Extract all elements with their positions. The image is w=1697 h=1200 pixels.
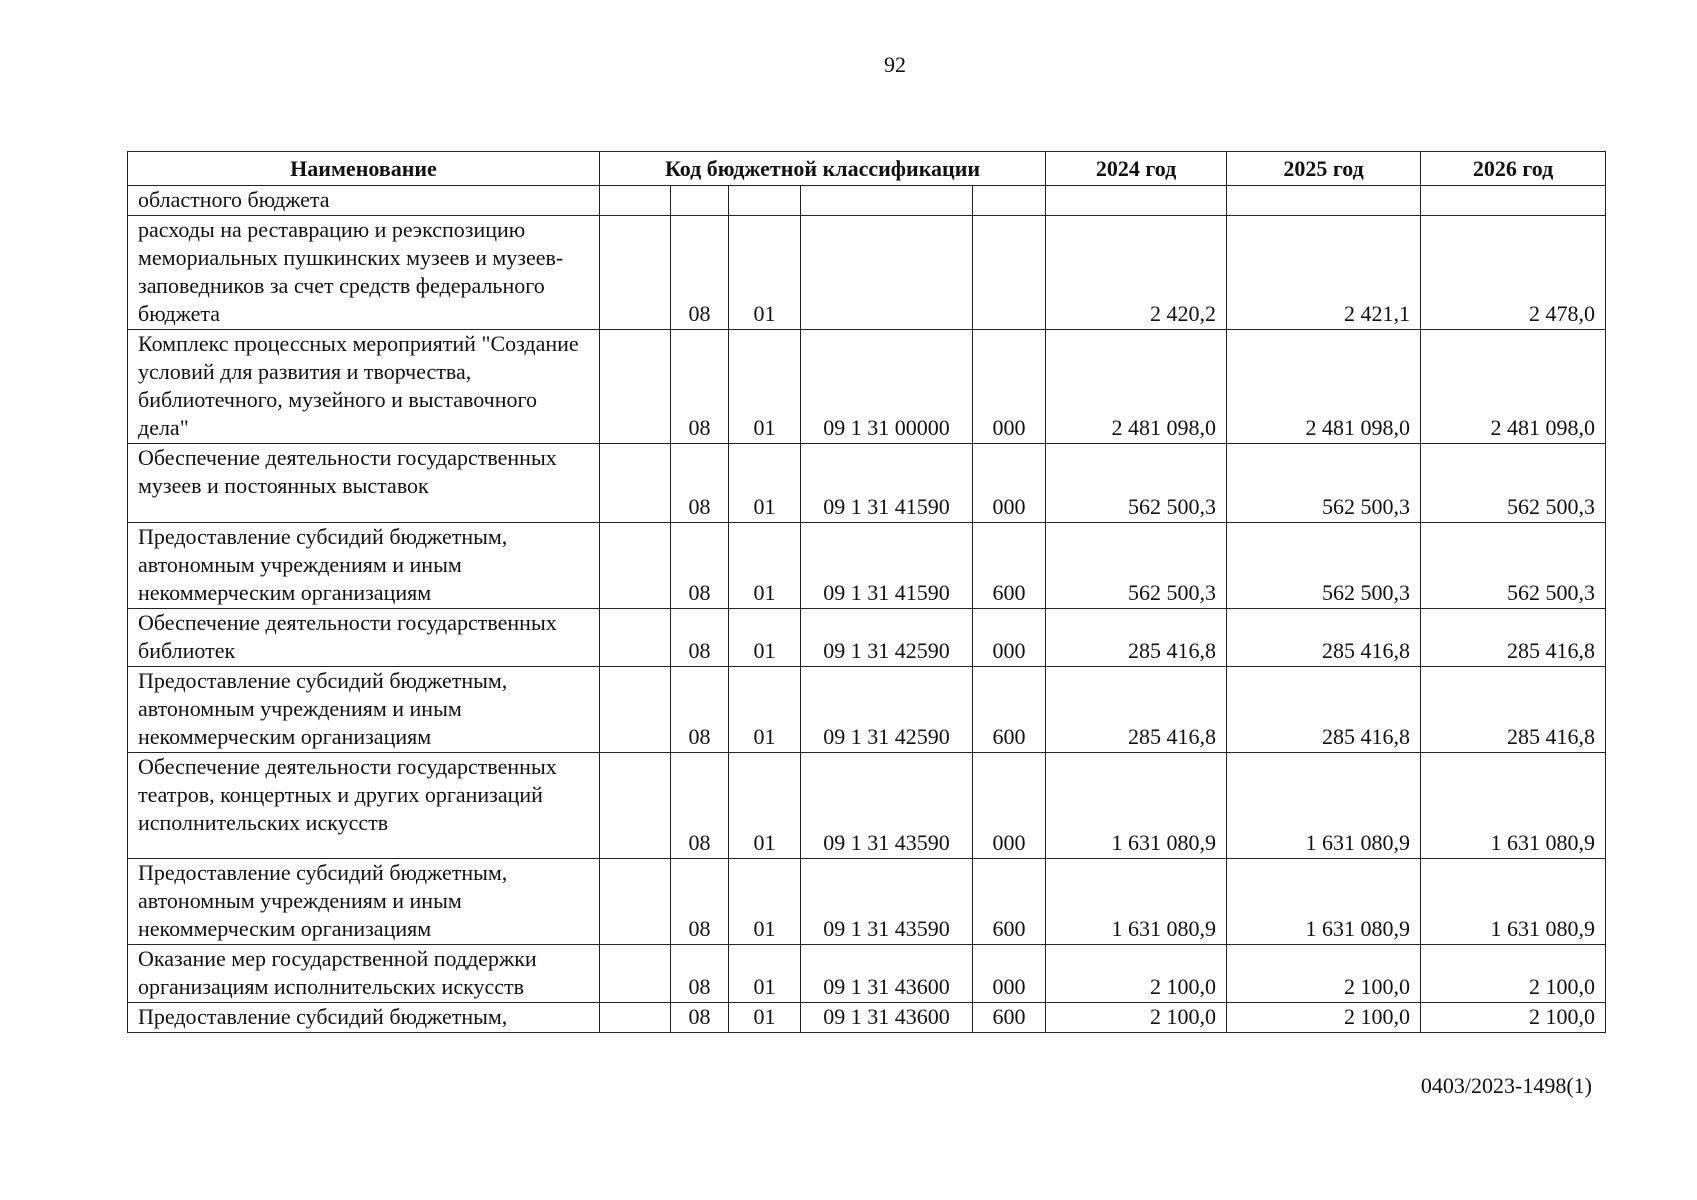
code-expense-type: 000 [973,444,1046,523]
code-segment-1 [600,216,671,330]
code-segment-1 [600,1003,671,1033]
code-section: 08 [671,859,729,945]
code-segment-1 [600,186,671,216]
code-target-article: 09 1 31 43590 [801,753,973,859]
table-row [128,753,1606,859]
table-header-row [128,152,1606,186]
code-segment-1 [600,330,671,444]
budget-table [127,151,1606,1033]
amount-2025: 285 416,8 [1227,667,1421,753]
row-name: Обеспечение деятельности государственных музеев и постоянных выставок [128,444,600,523]
table-row [128,523,1606,609]
table-row [128,186,1606,216]
row-name: Комплекс процессных мероприятий "Создание условий для развития и творчества, библиотечного, музейного и выставочного дела" [128,330,600,444]
table-row [128,444,1606,523]
code-subsection: 01 [729,859,801,945]
code-expense-type: 600 [973,1003,1046,1033]
row-name: Оказание мер государственной поддержки организациям исполнительских искусств [128,945,600,1003]
amount-2026: 2 481 098,0 [1421,330,1606,444]
code-section: 08 [671,330,729,444]
code-subsection [729,186,801,216]
code-target-article: 09 1 31 43590 [801,859,973,945]
amount-2026: 285 416,8 [1421,667,1606,753]
amount-2024: 2 481 098,0 [1046,330,1227,444]
code-expense-type: 000 [973,330,1046,444]
code-target-article: 09 1 31 43600 [801,945,973,1003]
header-2026: 2026 год [1421,152,1606,186]
code-target-article: 09 1 31 41590 [801,444,973,523]
amount-2024 [1046,186,1227,216]
row-name: Обеспечение деятельности государственных театров, концертных и других организаций исполнительских искусств [128,753,600,859]
amount-2024: 562 500,3 [1046,444,1227,523]
amount-2026: 285 416,8 [1421,609,1606,667]
code-segment-1 [600,523,671,609]
row-name: Предоставление субсидий бюджетным, автономным учреждениям и иным некоммерческим организациям [128,523,600,609]
amount-2025: 562 500,3 [1227,523,1421,609]
row-name: Предоставление субсидий бюджетным, автономным учреждениям и иным некоммерческим организациям [128,859,600,945]
row-name: Предоставление субсидий бюджетным, [128,1003,600,1033]
code-segment-1 [600,753,671,859]
amount-2025: 2 100,0 [1227,1003,1421,1033]
code-expense-type: 000 [973,945,1046,1003]
code-section: 08 [671,753,729,859]
amount-2025: 562 500,3 [1227,444,1421,523]
row-name: Обеспечение деятельности государственных библиотек [128,609,600,667]
row-name: областного бюджета [128,186,600,216]
amount-2025: 2 421,1 [1227,216,1421,330]
table-row [128,609,1606,667]
table-row [128,859,1606,945]
code-subsection: 01 [729,444,801,523]
amount-2025 [1227,186,1421,216]
amount-2025: 2 100,0 [1227,945,1421,1003]
amount-2026: 2 100,0 [1421,1003,1606,1033]
code-segment-1 [600,667,671,753]
code-subsection: 01 [729,216,801,330]
amount-2026: 1 631 080,9 [1421,859,1606,945]
document-id: 0403/2023-1498(1) [1420,1073,1592,1098]
amount-2024: 1 631 080,9 [1046,859,1227,945]
code-target-article: 09 1 31 42590 [801,667,973,753]
table-row [128,945,1606,1003]
table-row [128,667,1606,753]
code-subsection: 01 [729,523,801,609]
table-row [128,1003,1606,1033]
code-subsection: 01 [729,667,801,753]
amount-2025: 2 481 098,0 [1227,330,1421,444]
code-section: 08 [671,945,729,1003]
code-expense-type [973,186,1046,216]
header-2025: 2025 год [1227,152,1421,186]
code-expense-type: 600 [973,667,1046,753]
header-code: Код бюджетной классификации [600,152,1046,186]
code-expense-type: 600 [973,523,1046,609]
code-target-article: 09 1 31 42590 [801,609,973,667]
code-subsection: 01 [729,945,801,1003]
code-target-article [801,186,973,216]
code-subsection: 01 [729,330,801,444]
amount-2024: 2 100,0 [1046,1003,1227,1033]
code-target-article: 09 1 31 41590 [801,523,973,609]
code-section: 08 [671,667,729,753]
header-2024: 2024 год [1046,152,1227,186]
code-section: 08 [671,444,729,523]
code-target-article: 09 1 31 00000 [801,330,973,444]
amount-2024: 285 416,8 [1046,667,1227,753]
amount-2026: 562 500,3 [1421,444,1606,523]
code-expense-type: 600 [973,859,1046,945]
code-segment-1 [600,945,671,1003]
amount-2026: 562 500,3 [1421,523,1606,609]
code-expense-type: 000 [973,753,1046,859]
code-segment-1 [600,609,671,667]
amount-2026: 1 631 080,9 [1421,753,1606,859]
code-subsection: 01 [729,753,801,859]
code-target-article: 09 1 31 43600 [801,1003,973,1033]
code-section [671,186,729,216]
code-expense-type: 000 [973,609,1046,667]
page-number: 92 [884,52,906,77]
code-segment-1 [600,444,671,523]
amount-2024: 2 100,0 [1046,945,1227,1003]
code-target-article [801,216,973,330]
amount-2024: 2 420,2 [1046,216,1227,330]
row-name: Предоставление субсидий бюджетным, автономным учреждениям и иным некоммерческим организациям [128,667,600,753]
amount-2026 [1421,186,1606,216]
code-section: 08 [671,609,729,667]
code-expense-type [973,216,1046,330]
code-subsection: 01 [729,1003,801,1033]
row-name: расходы на реставрацию и реэкспозицию мемориальных пушкинских музеев и музеев-заповедников за счет средств федерального бюджета [128,216,600,330]
amount-2024: 562 500,3 [1046,523,1227,609]
table-row [128,216,1606,330]
table-row [128,330,1606,444]
amount-2026: 2 100,0 [1421,945,1606,1003]
amount-2025: 1 631 080,9 [1227,753,1421,859]
code-section: 08 [671,1003,729,1033]
amount-2026: 2 478,0 [1421,216,1606,330]
header-name: Наименование [128,152,600,186]
amount-2024: 1 631 080,9 [1046,753,1227,859]
amount-2025: 285 416,8 [1227,609,1421,667]
code-section: 08 [671,216,729,330]
amount-2025: 1 631 080,9 [1227,859,1421,945]
code-section: 08 [671,523,729,609]
amount-2024: 285 416,8 [1046,609,1227,667]
code-segment-1 [600,859,671,945]
code-subsection: 01 [729,609,801,667]
